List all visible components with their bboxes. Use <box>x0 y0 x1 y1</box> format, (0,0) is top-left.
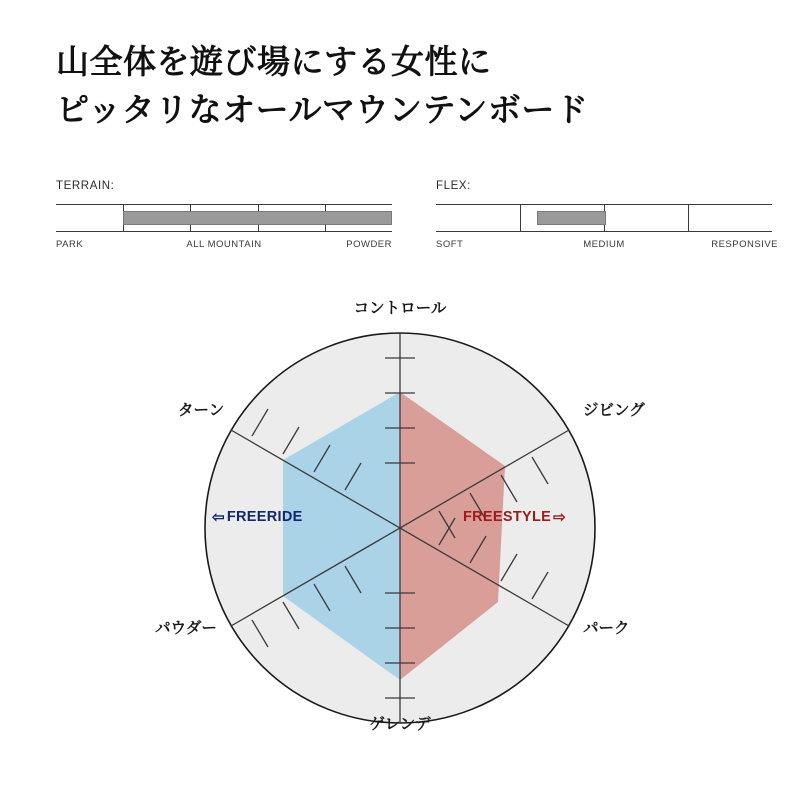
terrain-meter <box>56 180 392 255</box>
page-title-line-2: ピッタリなオールマウンテンボード <box>56 90 589 128</box>
page-title-line-1: 山全体を遊び場にする女性に <box>56 43 492 80</box>
arrow-right-icon: ⇨ <box>553 509 566 526</box>
flex-meter <box>436 180 778 255</box>
radar-axis-label-jibbing: ジビング <box>583 402 645 419</box>
page-title <box>56 38 756 134</box>
flex-meter-title: FLEX: <box>436 180 471 192</box>
radar-axis-label-turn: ターン <box>178 402 225 419</box>
flex-meter-fill <box>537 211 606 225</box>
legend-freeride-label: FREERIDE <box>226 509 303 525</box>
arrow-left-icon: ⇦ <box>212 509 225 526</box>
legend-freestyle <box>463 508 566 526</box>
flex-meter-labels <box>436 239 778 255</box>
flex-tick <box>520 205 521 231</box>
radar-axis-label-control: コントロール <box>353 300 447 317</box>
terrain-label-left: PARK <box>56 239 84 250</box>
terrain-label-center: ALL MOUNTAIN <box>186 239 262 250</box>
radar-axis-label-park: パーク <box>583 620 630 637</box>
radar-axis-label-powder: パウダー <box>155 620 217 637</box>
terrain-meter-fill <box>123 211 392 225</box>
flex-tick <box>688 205 689 231</box>
radar-chart <box>0 280 800 770</box>
flex-label-left: SOFT <box>436 239 464 250</box>
terrain-meter-track <box>56 204 392 232</box>
radar-chart-svg <box>0 280 800 770</box>
terrain-meter-labels <box>56 239 392 255</box>
terrain-label-right: POWDER <box>346 239 392 250</box>
legend-freeride <box>212 508 303 526</box>
flex-label-right: RESPONSIVE <box>711 239 778 250</box>
legend-freestyle-label: FREESTYLE <box>463 509 552 525</box>
flex-meter-track <box>436 204 772 232</box>
radar-axis-label-gelande: ゲレンデ <box>369 716 431 733</box>
terrain-meter-title: TERRAIN: <box>56 180 115 192</box>
flex-label-center: MEDIUM <box>583 239 625 250</box>
